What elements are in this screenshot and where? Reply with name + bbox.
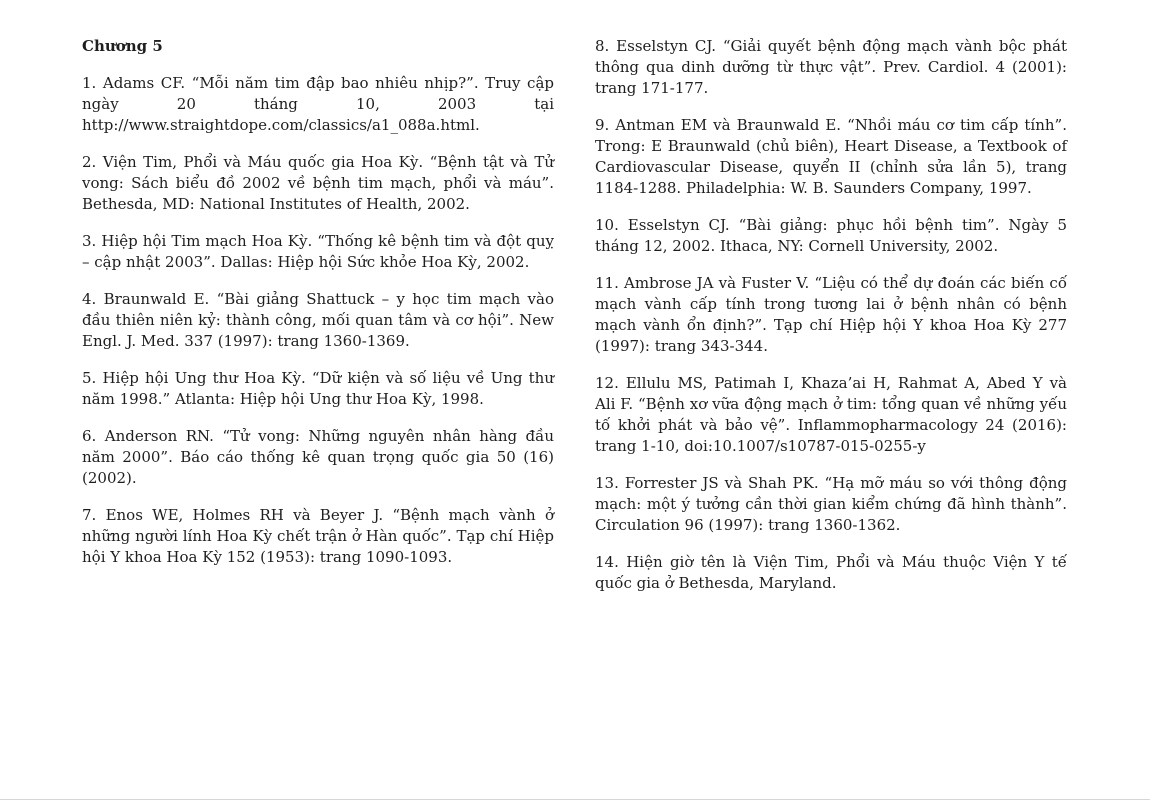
reference-2: 2. Viện Tim, Phổi và Máu quốc gia Hoa Kỳ. “Bệnh tật và Tử vong: Sách biểu đồ 2002 về bệnh tim mạch, phổi và máu”. Bethesda, MD: National Institutes of Health, 2002.: [82, 153, 554, 213]
reference-12: 12. Ellulu MS, Patimah I, Khaza’ai H, Rahmat A, Abed Y và Ali F. “Bệnh xơ vữa động mạch ở tim: tổng quan về những yếu tố khởi phát và bảo vệ”. Inflammopharmacology 24 (2016): trang 1-10, doi:10.1007/s10787-015-0255-y: [595, 374, 1067, 455]
reference-8: 8. Esselstyn CJ. “Giải quyết bệnh động mạch vành bộc phát thông qua dinh dưỡng từ thực vật”. Prev. Cardiol. 4 (2001): trang 171-177.: [595, 37, 1067, 97]
reference-7: 7. Enos WE, Holmes RH và Beyer J. “Bệnh mạch vành ở những người lính Hoa Kỳ chết trận ở Hàn quốc”. Tạp chí Hiệp hội Y khoa Hoa Kỳ 152 (1953): trang 1090-1093.: [82, 506, 554, 566]
reference-1: 1. Adams CF. “Mỗi năm tim đập bao nhiêu nhịp?”. Truy cập ngày 20 tháng 10, 2003 tại http://www.straightdope.com/classics/a1_088a.html.: [82, 74, 554, 134]
references-column-left: [82, 36, 554, 584]
reference-4: 4. Braunwald E. “Bài giảng Shattuck – y học tim mạch vào đầu thiên niên kỷ: thành công, mối quan tâm và cơ hội”. New Engl. J. Med. 337 (1997): trang 1360-1369.: [82, 290, 554, 350]
reference-9: 9. Antman EM và Braunwald E. “Nhồi máu cơ tim cấp tính”. Trong: E Braunwald (chủ biên), Heart Disease, a Textbook of Cardiovascular Disease, quyển II (chỉnh sửa lần 5), trang 1184-1288. Philadelphia: W. B. Saunders Company, 1997.: [595, 116, 1067, 197]
reference-13: 13. Forrester JS và Shah PK. “Hạ mỡ máu so với thông động mạch: một ý tưởng cần thời gian kiểm chứng đã hình thành”. Circulation 96 (1997): trang 1360-1362.: [595, 474, 1067, 534]
reference-5: 5. Hiệp hội Ung thư Hoa Kỳ. “Dữ kiện và số liệu về Ung thư năm 1998.” Atlanta: Hiệp hội Ung thư Hoa Kỳ, 1998.: [82, 369, 554, 408]
reference-10: 10. Esselstyn CJ. “Bài giảng: phục hồi bệnh tim”. Ngày 5 tháng 12, 2002. Ithaca, NY: Cornell University, 2002.: [595, 216, 1067, 255]
references-column-right: [595, 36, 1067, 610]
reference-3: 3. Hiệp hội Tim mạch Hoa Kỳ. “Thống kê bệnh tim và đột quỵ – cập nhật 2003”. Dallas: Hiệp hội Sức khỏe Hoa Kỳ, 2002.: [82, 232, 554, 271]
reference-6: 6. Anderson RN. “Tử vong: Những nguyên nhân hàng đầu năm 2000”. Báo cáo thống kê quan trọng quốc gia 50 (16) (2002).: [82, 427, 554, 487]
reference-14: 14. Hiện giờ tên là Viện Tim, Phổi và Máu thuộc Viện Y tế quốc gia ở Bethesda, Maryland.: [595, 553, 1067, 592]
reference-11: 11. Ambrose JA và Fuster V. “Liệu có thể dự đoán các biến cố mạch vành cấp tính trong tương lai ở bệnh nhân có bệnh mạch vành ổn định?”. Tạp chí Hiệp hội Y khoa Hoa Kỳ 277 (1997): trang 343-344.: [595, 274, 1067, 355]
chapter-title: Chương 5: [82, 37, 163, 55]
